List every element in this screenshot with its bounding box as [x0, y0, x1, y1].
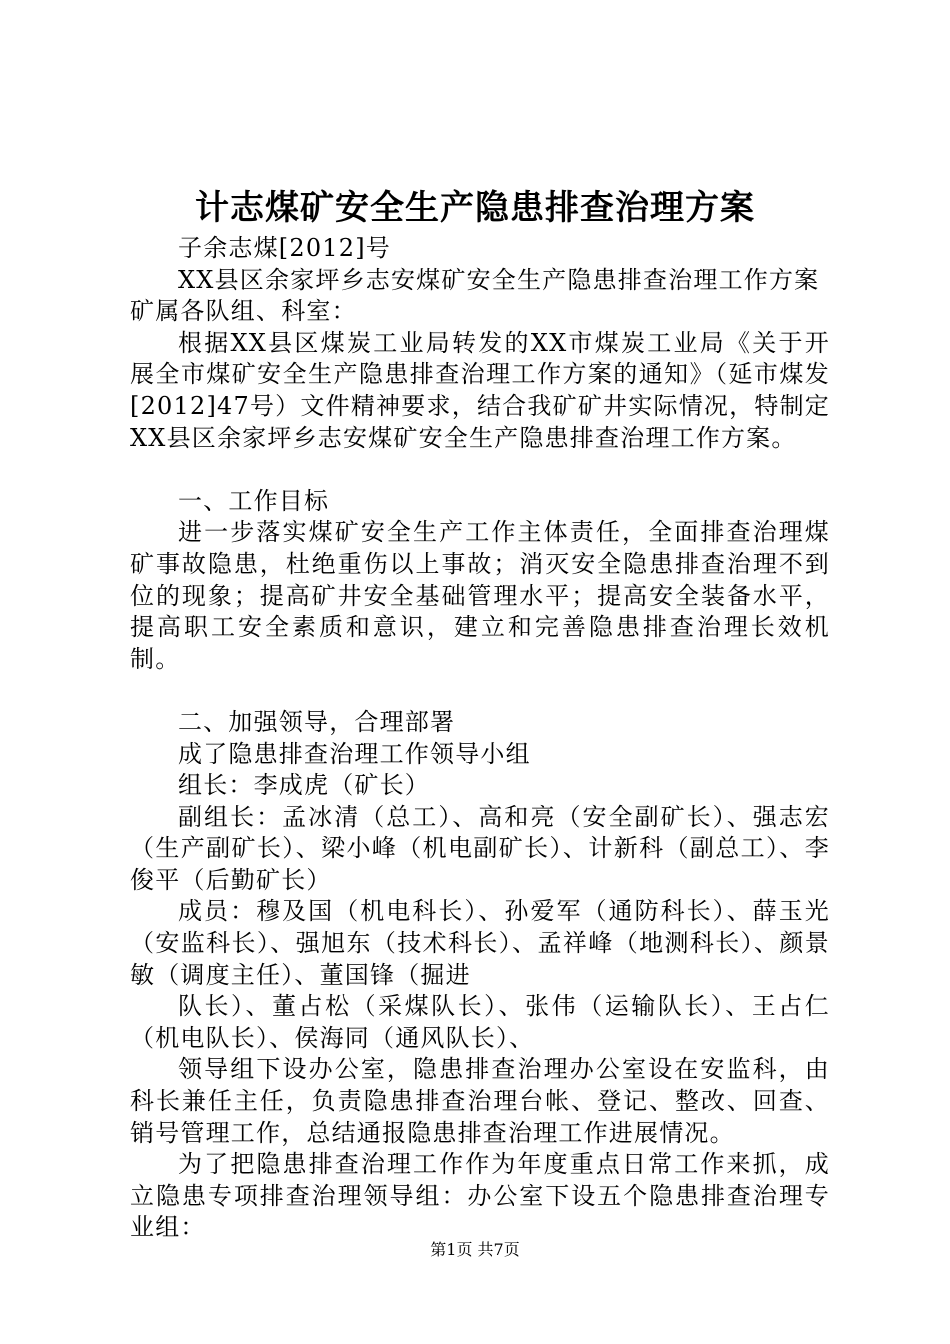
intro-paragraph: 根据XX县区煤炭工业局转发的XX市煤炭工业局《关于开展全市煤矿安全生产隐患排查治理工作方案的通知》（延市煤发[2012]47号）文件精神要求，结合我矿矿井实际情况，特制定XX县区余家坪乡志安煤矿安全生产隐患排查治理工作方案。: [130, 328, 830, 452]
page-footer: 第1页 共7页: [430, 1240, 520, 1259]
deputy-leaders: 副组长：孟冰清（总工）、高和亮（安全副矿长）、强志宏（生产副矿长）、梁小峰（机电副矿长）、计新科（副总工）、李俊平（后勤矿长）: [130, 802, 830, 894]
section2-group: 成了隐患排查治理工作领导小组: [178, 739, 531, 768]
paragraph-gap: [130, 675, 830, 707]
plan-name: XX县区余家坪乡志安煤矿安全生产隐患排查治理工作方案: [178, 265, 820, 294]
recipients: 矿属各队组、科室：: [130, 297, 357, 326]
members-part1: 成员：穆及国（机电科长）、孙爱军（通防科长）、薛玉光（安监科长）、强旭东（技术科长）、孟祥峰（地测科长）、颜景敏（调度主任）、董国锋（掘进: [130, 897, 830, 989]
doc-number: 子余志煤[2012]号: [178, 234, 392, 262]
document-title: 计志煤矿安全生产隐患排查治理方案: [195, 188, 755, 228]
section1-body: 进一步落实煤矿安全生产工作主体责任，全面排查治理煤矿事故隐患，杜绝重伤以上事故；消灭安全隐患排查治理不到位的现象；提高矿井安全基础管理水平；提高安全装备水平，提高职工安全素质和意识，建立和完善隐患排查治理长效机制。: [130, 518, 830, 673]
paragraph-gap: [130, 454, 830, 486]
document-body: [130, 233, 830, 1244]
section2-heading: 二、加强领导，合理部署: [178, 707, 456, 736]
members-part2: 队长）、董占松（采煤队长）、张伟（运输队长）、王占仁（机电队长）、侯海同（通风队长）、: [130, 992, 830, 1052]
office-info: 领导组下设办公室，隐患排查治理办公室设在安监科，由科长兼任主任，负责隐患排查治理台帐、登记、整改、回查、销号管理工作，总结通报隐患排查治理工作进展情况。: [130, 1055, 830, 1147]
leader-line: 组长：李成虎（矿长）: [178, 771, 430, 800]
section1-heading: 一、工作目标: [178, 486, 330, 515]
special-groups: 为了把隐患排查治理工作作为年度重点日常工作来抓，成立隐患专项排查治理领导组：办公室下设五个隐患排查治理专业组：: [130, 1150, 830, 1242]
